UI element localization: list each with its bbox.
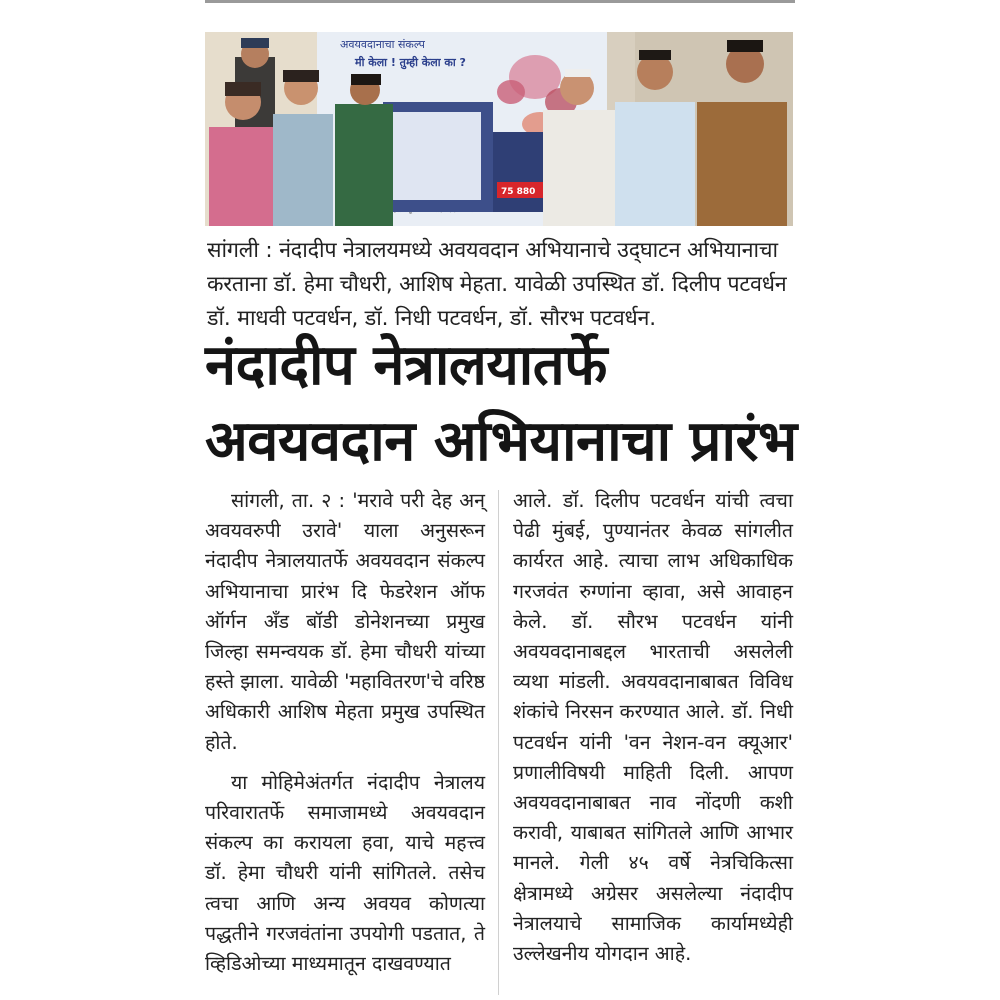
counter-display: 75 880 [501,187,536,197]
column-divider [498,490,499,995]
top-rule [205,0,795,3]
news-photo [205,32,793,226]
article-paragraph: या मोहिमेअंतर्गत नंदादीप नेत्रालय परिवारातर्फे समाजामध्ये अवयवदान संकल्प का करायला हवा, याचे महत्त्व डॉ. हेमा चौधरी यांनी सांगितले. तसेच त्वचा आणि अन्य अवयव कोणत्या पद्धतीने गरजवंतांना उपयोगी पडतात, ते व्हिडिओच्या माध्यमातून दाखवण्यात [205,770,485,976]
banner-subtitle: मी केला ! तुम्ही केला का ? [355,56,466,69]
banner-title: अवयवदानाचा संकल्प [340,38,425,51]
article-column-left [205,486,485,979]
article-paragraph: सांगली, ता. २ : 'मरावे परी देह अन् अवयवरुपी उरावे' याला अनुसरून नंदादीप नेत्रालयातर्फे अवयवदान संकल्प अभियानाचा प्रारंभ दि फेडरेशन ऑफ ऑर्गन अँड बॉडी डोनेशनच्या प्रमुख जिल्हा समन्वयक डॉ. हेमा चौधरी यांच्या हस्ते झाला. यावेळी 'महावितरण'चे वरिष्ठ अधिकारी आशिष मेहता प्रमुख उपस्थित होते. [205,489,485,754]
headline-line-2: अवयवदान अभियानाचा प्रारंभ [205,409,797,474]
photo-caption: सांगली : नंदादीप नेत्रालयमध्ये अवयवदान अभियानाचे उद्‌घाटन अभियानाचा करताना डॉ. हेमा चौधरी, आशिष मेहता. यावेळी उपस्थित डॉ. दिलीप पटवर्धन डॉ. माधवी पटवर्धन, डॉ. निधी पटवर्धन, डॉ. सौरभ पटवर्धन. [207,238,787,331]
headline-line-1: नंदादीप नेत्रालयातर्फे [205,333,607,398]
article-column-right [513,486,793,969]
article-paragraph: आले. डॉ. दिलीप पटवर्धन यांची त्वचा पेढी मुंबई, पुण्यानंतर केवळ सांगलीत कार्यरत आहे. त्याचा लाभ अधिकाधिक गरजवंत रुग्णांना व्हावा, असे आवाहन केले. डॉ. सौरभ पटवर्धन यांनी अवयवदानाबद्दल भारताची असलेली व्यथा मांडली. अवयवदानाबाबत विविध शंकांचे निरसन करण्यात आले. डॉ. निधी पटवर्धन यांनी 'वन नेशन-वन क्यूआर' प्रणालीविषयी माहिती दिली. आपण अवयवदानाबाबत नाव नोंदणी कशी करावी, याबाबत सांगितले आणि आभार मानले. गेली ४५ वर्षे नेत्रचिकित्सा क्षेत्रामध्ये अग्रेसर असलेल्या नंदादीप नेत्रालयाचे सामाजिक कार्यामध्येही उल्लेखनीय योगदान आहे. [513,489,793,966]
